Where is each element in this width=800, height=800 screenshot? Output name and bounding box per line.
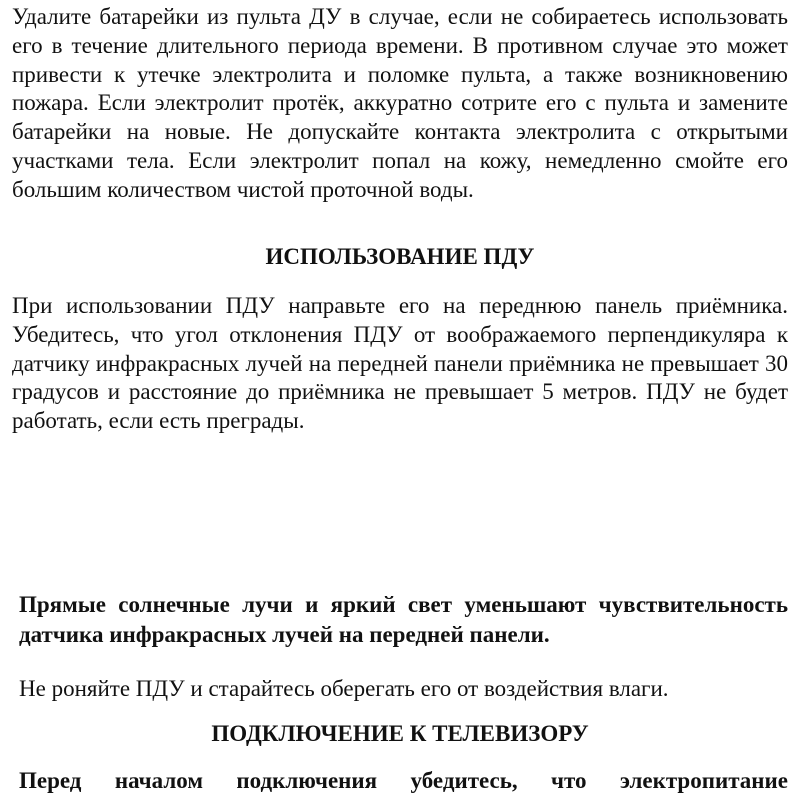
sunlight-sensitivity-note: Прямые солнечные лучи и яркий свет уменьшают чувствительность датчика инфракрасных лучей на передней панели.	[19, 592, 788, 647]
tv-connection-paragraph: Перед началом подключения убедитесь, что электропитание	[19, 768, 788, 793]
tv-connection-heading: ПОДКЛЮЧЕНИЕ К ТЕЛЕВИЗОРУ	[211, 721, 589, 746]
moisture-protection-note: Не роняйте ПДУ и старайтесь оберегать его от воздействия влаги.	[19, 676, 669, 701]
remote-usage-heading: ИСПОЛЬЗОВАНИЕ ПДУ	[265, 244, 535, 269]
battery-warning-paragraph: Удалите батарейки из пульта ДУ в случае, если не собираетесь использовать его в течение длительного периода времени. В противном случае это может привести к утечке электролита и поломке пульта, а также возникновению пожара. Если электролит протёк, аккуратно сотрите его с пульта и замените батарейки на новые. Не допускайте контакта электролита с открытыми участками тела. Если электролит попал на кожу, немедленно смойте его большим количеством чистой проточной воды.	[12, 4, 788, 202]
remote-usage-paragraph: При использовании ПДУ направьте его на переднюю панель приёмника. Убедитесь, что угол отклонения ПДУ от воображаемого перпендикуляра к датчику инфракрасных лучей на передней панели приёмника не превышает 30 градусов и расстояние до приёмника не превышает 5 метров. ПДУ не будет работать, если есть преграды.	[12, 293, 788, 434]
